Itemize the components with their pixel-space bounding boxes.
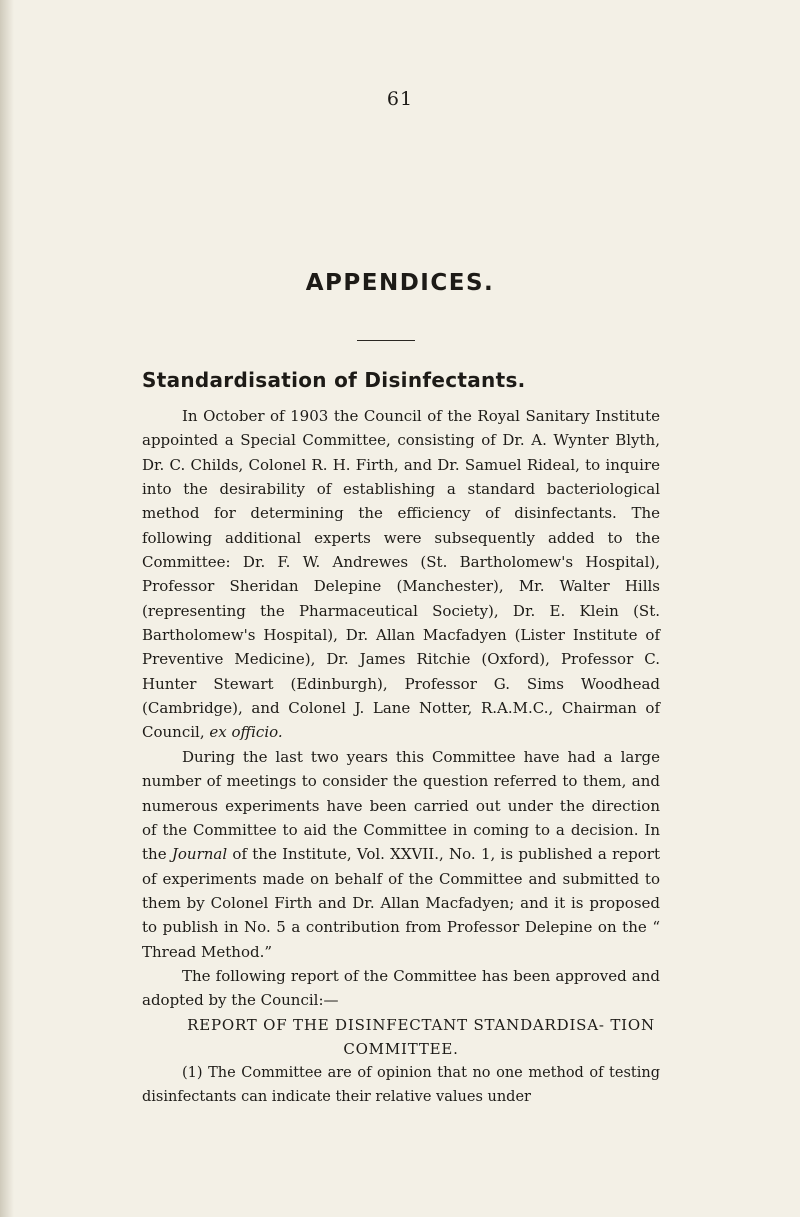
- paragraph-committee-work: [142, 745, 660, 964]
- report-item-1: (1) The Committee are of opinion that no one method of testing disinfectants can indicate their relative values under: [142, 1064, 660, 1105]
- article-title: Standardisation of Disinfectants.: [142, 368, 526, 392]
- heading-divider: [357, 340, 415, 341]
- section-heading: APPENDICES.: [305, 270, 495, 296]
- paragraph-text: During the last two years this Committee have had a large number of meetings to consider the question referred to them, and numerous experiments have been carried out under the direction of the Committee to aid the Committee in coming to a decision. In the: [142, 747, 660, 864]
- journal-title: Journal: [171, 845, 228, 864]
- paragraph-text: of the Institute, Vol. XXVII., No. 1, is published a report of experiments made on behalf of the Committee and submitted to them by Colonel Firth and Dr. Allan Macfadyen; and it is proposed to publish in No. 5 a contribution from Professor Delepine on the “ Thread Method.”: [142, 845, 660, 961]
- report-title: REPORT OF THE DISINFECTANT STANDARDISA- TION COMMITTEE.: [187, 1015, 655, 1058]
- paragraph-text: In October of 1903 the Council of the Royal Sanitary Institute appointed a Special Committee, consisting of Dr. A. Wynter Blyth, Dr. C. Childs, Colonel R. H. Firth, and Dr. Samuel Rideal, to inquire into the desirability of establishing a standard bacteriological method for determining the efficiency of disinfectants. The following additional experts were subsequently added to the Committee: Dr. F. W. Andrewes (St. Bartholomew's Hospital), Professor Sheridan Delepine (Manchester), Mr. Walter Hills (representing the Pharmaceutical Society), Dr. E. Klein (St. Bartholomew's Hospital), Dr. Allan Macfadyen (Lister Institute of Preventive Medicine), Dr. James Ritchie (Oxford), Professor C. Hunter Stewart (Edinburgh), Professor G. Sims Woodhead (Cambridge), and Colonel J. Lane Notter, R.A.M.C., Chairman of Council,: [142, 407, 660, 742]
- article-body: [142, 404, 660, 1109]
- paragraph-text: The following report of the Committee has been approved and adopted by the Council:—: [142, 966, 660, 1010]
- paragraph-report-intro: [142, 964, 660, 1013]
- paragraph-committee-appointment: [142, 404, 660, 745]
- page-number: 61: [386, 88, 414, 110]
- italic-phrase: ex officio.: [209, 723, 283, 742]
